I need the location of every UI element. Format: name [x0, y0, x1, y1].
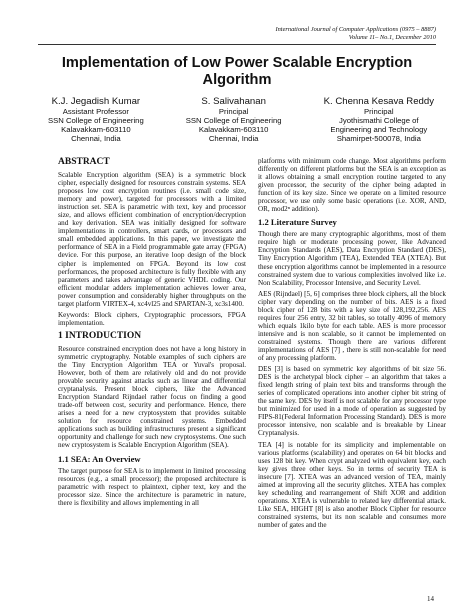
survey-paragraph-1: Though there are many cryptographic algorithms, most of them require high or moderate processing power, like Advanced Encryption Standards (AES), Data Encryption Standard (DES), Tiny Encryption Algorithm (TEA), Extended TEA (XTEA). But these encryption algorithms cannot be implemented in a resource constrained system due to various complexities involved like i.e. Non Scalability, Processor Intensive, and Security Level. — [258, 230, 446, 287]
overview-heading: 1.1 SEA: An Overview — [58, 453, 141, 464]
survey-paragraph-2: AES (Rijndael) [5, 6] comprises three block ciphers, all the block cipher vary depending on the number of bits. AES is a fixed block cipher of 128 bits with a key size of 128,192,256. AES requires four 256 entry, 32 bit tables, so totally 4096 of memory which equals 1kilo byte for each table. AES is more processor intensive and is non scalable, so it cannot be implemented on constrained systems. Though there are various different implementations of AES [7] , there is still non-scalable for need of any processing platform. — [258, 289, 446, 363]
author-2 — [186, 96, 282, 143]
author-name: K. Chenna Kesava Reddy — [323, 96, 434, 107]
author-role: Principal — [364, 107, 394, 116]
header-rule — [38, 44, 436, 45]
introduction-text: Resource constrained encryption does not have a long history in symmetric cryptography. Notable examples of such ciphers are the Tiny Encryption Algorithm TEA or Yuval's proposal. However, both of them are relatively old and do not provide provable security against attacks such as linear and differential cryptanalysis. Present block ciphers, like the Advanced Encryption Standard Rijndael rather focus on finding a good trade-off between cost, security and performance. Hence, there arises a need for a new cryptosystem that provides suitable solution for resource constrained systems. Embedded applications such as building infrastructures present a significant opportunity and challenge for such new cryptosystems. One such new cryptosystem is Scalable Encryption Algorithm (SEA). — [58, 344, 246, 450]
author-address: Kalavakkam-603110 — [198, 125, 269, 134]
left-column — [58, 157, 246, 510]
author-role: Assistant Professor — [62, 107, 129, 116]
author-address: Engineering and Technology — [330, 125, 428, 134]
author-role: Principal — [218, 107, 249, 116]
author-block — [48, 96, 434, 143]
author-location: Chennai, India — [208, 134, 259, 143]
author-3 — [324, 96, 434, 143]
journal-volume: Volume 11– No.1, December 2010 — [348, 33, 436, 41]
author-location: Shamirpet-500078, India — [336, 134, 421, 143]
literature-survey-heading: 1.2 Literature Survey — [258, 217, 337, 228]
continued-text: platforms with minimum code change. Most algorithms perform differently on different platforms but the SEA is an exception as it allows obtaining a small encryption routine targeted to any given processor, the security of the cipher being adapted in function of its key size. Since we operate on a limited resource processor, we use only some basic operations (i.e. XOR, AND, OR, mod2ⁿ addition). — [258, 157, 446, 214]
author-1 — [48, 96, 144, 143]
paper-title-line2: Algorithm — [202, 72, 272, 88]
author-affiliation: Jyothismathi College of — [339, 116, 419, 125]
journal-header — [275, 26, 436, 41]
journal-title: International Journal of Computer Applications (0975 – 8887) — [275, 26, 436, 33]
author-affiliation: SSN College of Engineering — [48, 116, 144, 125]
author-affiliation: SSN College of Engineering — [185, 116, 282, 125]
right-column — [258, 157, 446, 532]
overview-text: The target purpose for SEA is to implement in limited processing resources (e.g., a small processor); the proposed architecture is parametric with respect to plaintext, cipher text, key and the processor size. Since the architecture is parametric in nature, there is flexibility and allows implementing in all — [58, 466, 246, 507]
author-name: K.J. Jegadish Kumar — [51, 96, 141, 107]
author-address: Kalavakkam-603110 — [61, 125, 131, 134]
abstract-heading: ABSTRACT — [58, 157, 110, 167]
paper-title — [30, 55, 444, 89]
abstract-text: Scalable Encryption algorithm (SEA) is a symmetric block cipher, especially designed for resources constrain systems. SEA proposes low cost encryption routines (i.e. small code size, memory and power), targeted for processors with a limited instruction set. SEA is parametric with text, key and processor size, and allows efficient combination of encryption/decryption and key derivation. SEA was initially designed for software implementations in controllers, smart cards, or processors and small embedded applications. In this paper, we investigate the performance of SEA in a Field programmable gate array (FPGA) device. For this purpose, an iterative loop design of the block cipher is implemented on FPGA. Beyond its low cost performances, the proposed architecture is fully flexible with any parameters and takes advantage of generic VHDL coding. Our efficient modular adders implementation achieves lower area, power consumption and considerably higher throughputs on the target platform VIRTEX-4, xc4vl25 and SPARTAN-3, xc3s1400. — [58, 171, 246, 308]
survey-paragraph-4: TEA [4] is notable for its simplicity and implementable on various platforms (scalability) and operates on 64 bit blocks and uses 128 bit key. When crypt analyzed with equivalent key, each key gives three other keys. So in terms of security TEA is insecure [7]. XTEA was an advanced version of TEA, mainly aimed at improving all the security glitches. XTEA has complex key scheduling and rearrangement of Shift XOR and addition operations. XTEA is vulnerable to related key differential attack. Like SEA, HIGHT [8] is also another Block Cipher for resource constrained systems, but its non scalable and consumes more number of gates and the — [258, 440, 446, 529]
introduction-heading: 1 INTRODUCTION — [58, 330, 142, 341]
keywords: Keywords: Block ciphers, Cryptographic processors, FPGA implementation. — [58, 310, 246, 327]
survey-paragraph-3: DES [3] is based on symmetric key algorithms of bit size 56. DES is the archetypal block cipher – an algorithm that takes a fixed length string of plain text bits and transforms through the series of complicated operations into another cipher bit string of the same key. DES by itself is not scalable for any processor type but minimized for used in a mode of operation as suggested by FIPS-81(Federal Information Processing Standard). DES is more processor intensive, non scalable and is breakable by Linear Cryptanalysis. — [258, 365, 446, 438]
page-number: 14 — [427, 595, 434, 603]
paper-title-line1: Implementation of Low Power Scalable Encryption — [61, 55, 413, 71]
author-location: Chennai, India — [71, 134, 121, 143]
author-name: S. Salivahanan — [201, 96, 266, 107]
